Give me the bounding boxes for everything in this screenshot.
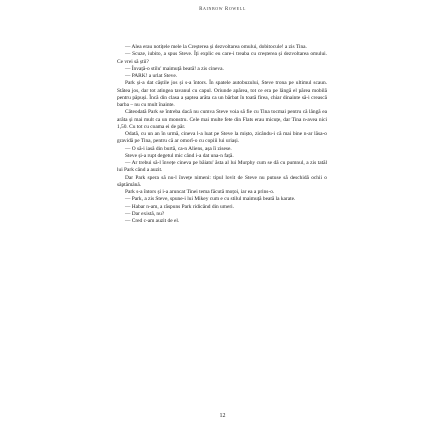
paragraph: — Cred c-am auzit de el. — [125, 218, 180, 224]
page-number: 12 — [219, 413, 226, 419]
body-text — [117, 44, 327, 225]
paragraph: — Scuze, iubito, a spus Steve. Îți explic eu care-i treaba cu creșterea și dezvoltarea omului. Ce vrei să știi? — [117, 51, 327, 65]
paragraph: Park s-a întors și i-a aruncat Tinei tema făcută moțoi, iar ea a prins-o. — [125, 189, 275, 195]
paragraph: — Ar trebui să-l învețe cineva pe băiatu' ăsta al lui Murphy cum se dă cu pumnul, a zis tatăl lui Park când a auzit. — [117, 160, 327, 174]
paragraph: — Habar n-am, a răspuns Park ridicând din umeri. — [125, 203, 234, 210]
paragraph: Odată, cu un an în urmă, cineva l-a luat pe Steve la mișto, zicându-i că mai bine n-ar lăsa-o gravidă pe Tina, pentru că ar omorî-o cu copiii lui uriași. — [117, 131, 327, 145]
paragraph: — Alea erau notițele mele la Creșterea și dezvoltarea omului, dobitocule! a zis Tina. — [125, 44, 307, 50]
paragraph: Dar Park spera să nu-l învețe nimeni: tipul lovit de Steve nu putuse să deschidă ochii o săptămână. — [117, 174, 327, 188]
paragraph: — Învață-o stilu' maimuță beată! a zis cineva. — [125, 65, 224, 72]
paragraph: — O să-i iasă din burtă, ca-n Aliens, așa îi zisese. — [125, 145, 232, 152]
paragraph: — Dar există, nu? — [125, 210, 165, 217]
paragraph: — Park, a zis Steve, spune-i lui Mikey cum e cu stilul maimuță beată la karate. — [125, 196, 296, 203]
paragraph: — PARK! a urlat Steve. — [125, 73, 178, 79]
paragraph: Câteodată Park se întreba dacă nu cumva Steve voia să fie cu Tina tocmai pentru că lângă ea arăta și mai mult ca un monstru. Cele mai multe fete din Flats erau micuțe, dar Tina n-avea nici 1,50. Cu tot cu coama ei de păr. — [117, 109, 327, 130]
paragraph: Park și-a dat căștile jos și s-a întors. În spatele autobuzului, Steve trona pe ultimul scaun. Stătea jos, dar tot atingea tavanul cu capul. Oriunde apărea, tot ce era pe lângă el părea mobilă pentru păpuși. Încă din clasa a șaptea arăta ca un bărbat în toată firea, chiar dinainte să-i crească barba – nu cu mult înainte. — [117, 80, 327, 108]
running-head: Rainbow Rowell — [199, 7, 246, 12]
paragraph: Steve și-a rupt degetul mic când i-a dat una-n față. — [125, 152, 234, 159]
